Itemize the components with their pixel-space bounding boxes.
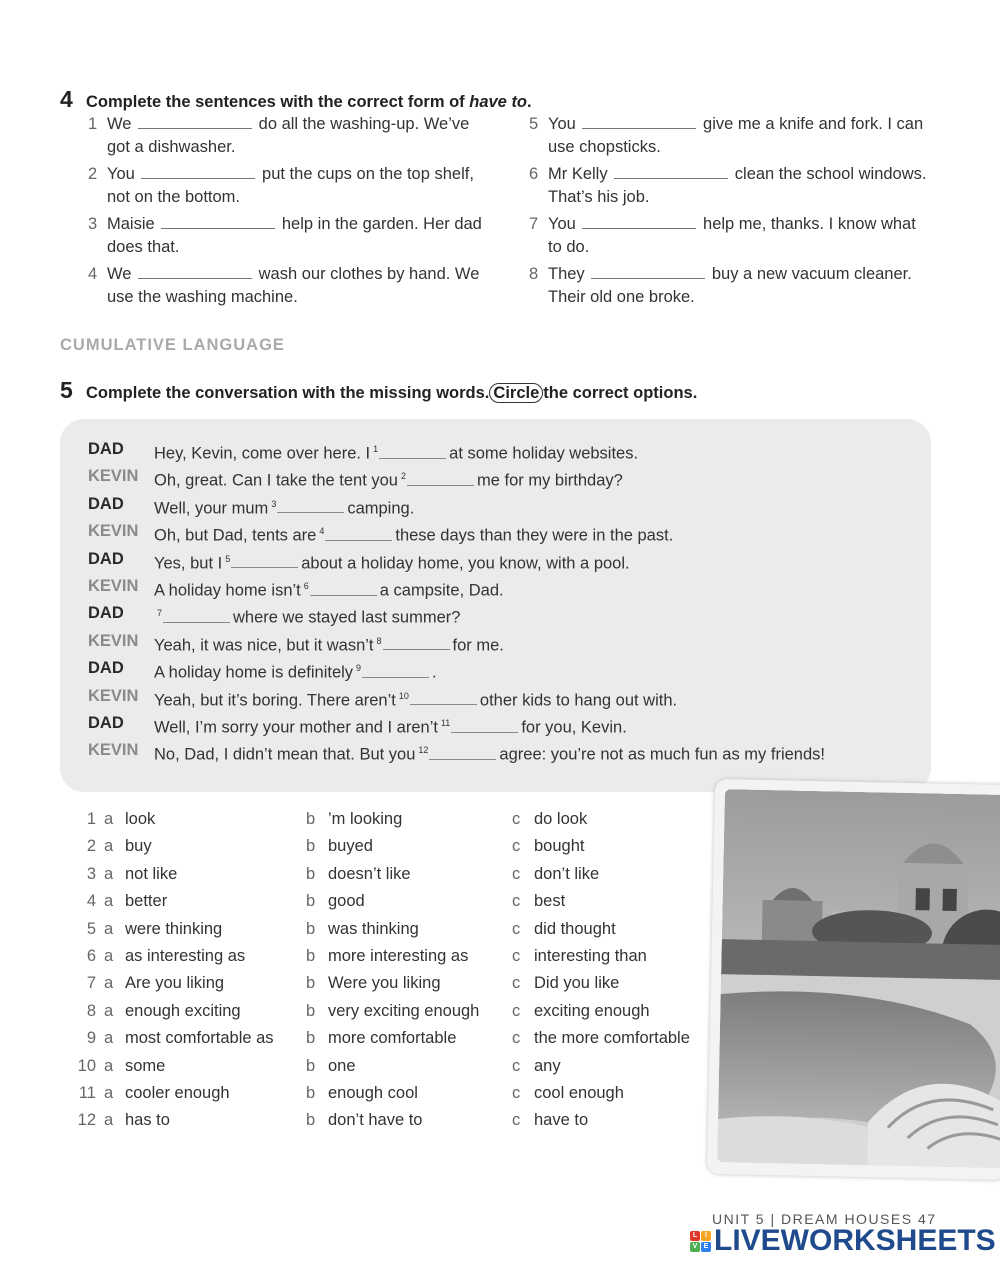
option-letter: c (512, 974, 521, 993)
option-letter: b (306, 864, 316, 883)
option-choice-b[interactable]: was thinking (328, 919, 419, 938)
answer-blank[interactable] (591, 263, 705, 279)
dialog-text: A holiday home isn’t $^6$ a campsite, Dad. (154, 581, 504, 600)
speaker-label: DAD (88, 549, 124, 568)
dialog-line (88, 603, 460, 628)
option-row (70, 973, 710, 993)
dialog-text: Yes, but I $^5$ about a holiday home, you know, with a pool. (154, 553, 630, 573)
option-choice-c[interactable]: don’t like (534, 864, 600, 883)
option-letter: c (512, 1001, 521, 1020)
photo-frame (707, 779, 1000, 1180)
exercise-4-item: 6 Mr Kelly clean the school windows. That’s his job. (529, 165, 927, 206)
option-letter: c (512, 1056, 521, 1075)
exercise-4-item: 3 Maisie help in the garden. Her dad does that. (88, 215, 482, 256)
exercise-4-item: 2 You put the cups on the top shelf, not on the bottom. (88, 165, 474, 206)
speaker-label: DAD (88, 604, 124, 623)
option-letter: b (306, 837, 316, 856)
option-letter: a (104, 1001, 114, 1020)
option-letter: a (104, 892, 114, 911)
option-row (70, 1001, 710, 1021)
option-number: 3 (86, 864, 96, 883)
dialog-text: Well, your mum $^3$ camping. (154, 498, 415, 518)
exercise-4-item: 7 You help me, thanks. I know what to do. (529, 215, 916, 256)
exercise-4-heading (60, 86, 532, 113)
option-letter: a (104, 810, 114, 828)
option-letter: b (306, 1111, 316, 1130)
holiday-home-photo (717, 789, 1000, 1168)
option-letter: a (104, 1056, 114, 1075)
speaker-label: DAD (88, 659, 124, 678)
option-number: 8 (86, 1001, 96, 1020)
option-choice-c[interactable]: have to (534, 1111, 589, 1130)
gap-number: 10 (398, 690, 409, 701)
option-letter: c (512, 1111, 521, 1130)
option-choice-b[interactable]: doesn’t like (328, 864, 411, 883)
dialog-line (88, 521, 673, 546)
option-letter: a (104, 864, 114, 883)
answer-blank[interactable] (161, 213, 275, 229)
option-choice-b[interactable]: more comfortable (328, 1029, 457, 1048)
dialog-text: Oh, great. Can I take the tent you $^2$ me for my birthday? (154, 471, 623, 490)
answer-blank[interactable] (582, 213, 696, 229)
option-choice-c[interactable]: bought (534, 837, 585, 856)
option-row (70, 1028, 710, 1048)
answer-blank[interactable] (582, 113, 696, 129)
speaker-label: KEVIN (88, 741, 139, 760)
option-number: 11 (78, 1084, 96, 1102)
speaker-label: DAD (88, 714, 124, 732)
dialog-line (88, 549, 630, 574)
option-letter: b (306, 919, 316, 938)
gap-number: 3 (271, 498, 277, 509)
dialog-line (88, 713, 627, 738)
option-row (70, 809, 710, 829)
answer-blank[interactable] (231, 553, 298, 568)
gap-number: 4 (319, 526, 325, 537)
answer-blank[interactable] (138, 113, 252, 129)
option-choice-a[interactable]: has to (125, 1111, 170, 1130)
gap-number: 6 (303, 581, 309, 591)
option-choice-b[interactable]: ’m looking (328, 810, 403, 828)
exercise-4-item: 1 We do all the washing-up. We’ve got a dishwasher. (88, 115, 470, 156)
option-letter: a (104, 947, 114, 965)
dialog-line (88, 466, 623, 491)
option-letter: c (512, 837, 521, 856)
speaker-label: KEVIN (88, 467, 139, 486)
option-row (70, 1056, 710, 1076)
option-row (70, 836, 710, 856)
option-letter: a (104, 919, 114, 938)
option-choice-a[interactable]: as interesting as (125, 947, 246, 965)
option-choice-c[interactable]: best (534, 892, 566, 911)
option-choice-a[interactable]: cooler enough (125, 1084, 230, 1102)
option-letter: b (306, 892, 316, 911)
option-row (70, 1110, 710, 1130)
option-row (70, 864, 710, 884)
option-number: 9 (86, 1029, 96, 1048)
exercise-4-item: 5 You give me a knife and fork. I can use chopsticks. (529, 115, 924, 156)
option-letter: c (512, 810, 521, 828)
speaker-label: KEVIN (88, 686, 139, 705)
gap-number: 9 (356, 663, 362, 674)
answer-blank[interactable] (379, 444, 446, 459)
dialog-text: A holiday home is definitely $^9$ . (154, 663, 437, 682)
gap-number: 1 (373, 444, 379, 454)
option-number: 7 (86, 974, 96, 993)
option-letter: a (104, 1084, 114, 1102)
option-choice-c[interactable]: Did you like (534, 974, 620, 993)
exercise-instruction: Complete the sentences with the correct form of have to. (86, 93, 532, 111)
option-number: 10 (77, 1056, 96, 1075)
answer-blank[interactable] (138, 263, 252, 279)
option-choice-a[interactable]: not like (125, 864, 178, 883)
dialog-text: Yeah, it was nice, but it wasn’t $^8$ for me. (154, 635, 504, 655)
answer-blank[interactable] (407, 471, 474, 486)
answer-blank[interactable] (310, 581, 377, 596)
option-choice-c[interactable]: exciting enough (534, 1001, 650, 1020)
option-choice-b[interactable]: buyed (328, 837, 373, 856)
option-choice-a[interactable]: better (125, 892, 168, 911)
option-letter: c (512, 919, 521, 938)
option-choice-c[interactable]: interesting than (534, 947, 647, 965)
gap-number: 5 (225, 553, 231, 564)
option-choice-c[interactable]: did thought (534, 919, 616, 938)
option-letter: b (306, 810, 316, 828)
option-choice-a[interactable]: were thinking (125, 919, 223, 938)
option-letter: b (306, 974, 316, 993)
speaker-label: KEVIN (88, 577, 139, 595)
option-letter: a (104, 1029, 114, 1048)
dialog-text: No, Dad, I didn’t mean that. But you $^{12}$ agree: you’re not as much fun as my friends! (154, 745, 825, 764)
exercise-number: 4 (60, 86, 73, 112)
answer-blank[interactable] (362, 663, 429, 678)
dialog-line (88, 686, 677, 711)
answer-blank[interactable] (325, 526, 392, 541)
dialog-text: Oh, but Dad, tents are $^4$ these days than they were in the past. (154, 526, 674, 545)
exercise-number: 5 (60, 377, 73, 403)
option-choice-b[interactable]: more interesting as (328, 947, 469, 965)
option-number: 5 (86, 919, 96, 938)
option-number: 4 (86, 892, 96, 911)
answer-blank[interactable] (383, 635, 450, 650)
option-letter: b (306, 1001, 316, 1020)
option-row (70, 1083, 710, 1103)
option-letter: c (512, 892, 521, 911)
option-choice-b[interactable]: don’t have to (328, 1111, 423, 1130)
option-letter: c (512, 1029, 521, 1048)
speaker-label: DAD (88, 494, 124, 513)
option-letter: c (512, 947, 521, 965)
option-choice-b[interactable]: very exciting enough (328, 1001, 480, 1020)
answer-blank[interactable] (163, 608, 230, 623)
option-letter: c (512, 1084, 521, 1102)
gap-number: 2 (400, 471, 406, 482)
dialog-line (88, 439, 638, 464)
dialog-text: Hey, Kevin, come over here. I $^1$ at some holiday websites. (154, 444, 639, 463)
option-choice-a[interactable]: enough exciting (125, 1001, 241, 1020)
answer-blank[interactable] (277, 498, 344, 513)
exercise-4-item: 4 We wash our clothes by hand. We use the washing machine. (88, 265, 480, 306)
option-letter: b (306, 947, 316, 965)
dialog-line (88, 740, 825, 765)
liveworksheets-logo[interactable] (690, 1224, 996, 1258)
option-number: 2 (86, 837, 96, 856)
option-choice-a[interactable]: buy (125, 837, 152, 856)
gap-number: 7 (157, 608, 163, 619)
dialog-text: Well, I’m sorry your mother and I aren’t $^{11}$ for you, Kevin. (154, 718, 627, 737)
exercise-5-heading (60, 377, 697, 404)
option-choice-c[interactable]: the more comfortable (534, 1029, 690, 1048)
option-row (70, 946, 710, 966)
option-choice-b[interactable]: enough cool (328, 1084, 418, 1102)
dialog-text: Yeah, but it’s boring. There aren’t $^{10}$ other kids to hang out with. (154, 690, 678, 710)
option-choice-a[interactable]: some (125, 1056, 166, 1075)
option-choice-b[interactable]: one (328, 1056, 356, 1075)
speaker-label: KEVIN (88, 631, 139, 650)
exercise-4-item: 8 They buy a new vacuum cleaner. Their old one broke. (529, 265, 912, 306)
dialog-line (88, 631, 504, 656)
option-choice-c[interactable]: do look (534, 810, 588, 828)
option-letter: a (104, 974, 114, 993)
option-number: 12 (77, 1111, 96, 1130)
section-title: CUMULATIVE LANGUAGE (60, 336, 285, 354)
gap-number: 8 (376, 635, 382, 646)
exercise-instruction: Complete the conversation with the missing words. Circle the correct options. (86, 384, 698, 402)
option-letter: b (306, 1084, 316, 1102)
answer-blank[interactable] (451, 718, 518, 733)
option-choice-b[interactable]: good (328, 892, 365, 911)
option-choice-b[interactable]: Were you liking (328, 974, 441, 993)
option-number: 6 (86, 947, 96, 965)
dialog-line (88, 658, 437, 683)
speaker-label: DAD (88, 440, 124, 458)
answer-blank[interactable] (410, 690, 477, 705)
option-letter: b (306, 1056, 316, 1075)
gap-number: 12 (418, 745, 429, 756)
option-letter: a (104, 837, 114, 856)
dialog-text: $^7$ where we stayed last summer? (157, 608, 461, 627)
option-choice-a[interactable]: Are you liking (125, 974, 225, 993)
option-number: 1 (86, 810, 96, 828)
option-choice-c[interactable]: cool enough (534, 1084, 624, 1102)
option-choice-a[interactable]: most comfortable as (125, 1029, 274, 1048)
speaker-label: KEVIN (88, 522, 139, 541)
option-choice-c[interactable]: any (534, 1056, 561, 1075)
footer-unit-label: UNIT 5 | DREAM HOUSES 47 (712, 1211, 937, 1227)
answer-blank[interactable] (141, 163, 255, 179)
option-letter: a (104, 1111, 114, 1130)
dialog-line (88, 576, 504, 601)
dialog-line (88, 494, 414, 519)
answer-blank[interactable] (614, 163, 728, 179)
logo-grid-icon: L I V E (690, 1231, 711, 1252)
option-row (70, 891, 710, 911)
option-letter: b (306, 1029, 316, 1048)
option-row (70, 919, 710, 939)
option-choice-a[interactable]: look (125, 810, 156, 828)
gap-number: 11 (440, 718, 451, 728)
logo-text: LIVEWORKSHEETS (714, 1224, 996, 1257)
option-letter: c (512, 864, 521, 883)
answer-blank[interactable] (429, 745, 496, 760)
